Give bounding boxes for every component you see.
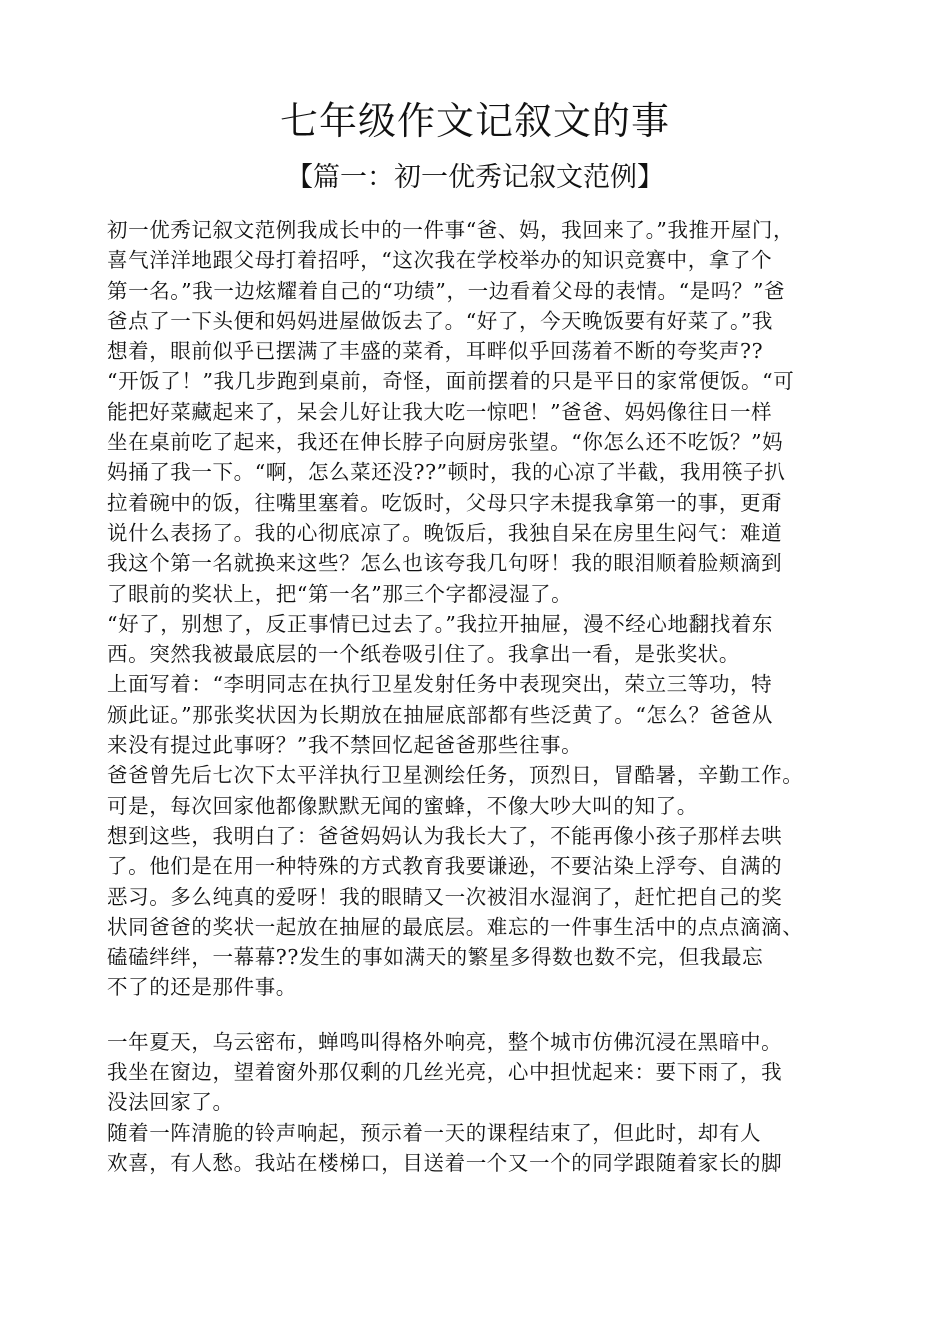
text-line: 状同爸爸的奖状一起放在抽屉的最底层。难忘的一件事生活中的点点滴滴、 [107,914,804,939]
text-line: 喜气洋洋地跟父母打着招呼，“这次我在学校举办的知识竞赛中，拿了个 [107,248,773,273]
text-line: 恶习。多么纯真的爱呀！我的眼睛又一次被泪水湿润了，赶忙把自己的奖 [107,884,783,909]
text-line: 爸点了一下头便和妈妈进屋做饭去了。“好了，今天晚饭要有好菜了。”我 [107,308,774,333]
text-line: 拉着碗中的饭，往嘴里塞着。吃饭时，父母只字未提我拿第一的事，更甭 [107,490,783,515]
text-line: 不了的还是那件事。 [107,975,297,1000]
text-line: 爸爸曾先后七次下太平洋执行卫星测绘任务，顶烈日，冒酷暑，辛勤工作。 [107,763,804,788]
text-line: 了眼前的奖状上，把“第一名”那三个字都浸湿了。 [107,581,573,606]
text-line: 没法回家了。 [107,1090,234,1115]
text-line: 第一名。”我一边炫耀着自己的“功绩”，一边看着父母的表情。“是吗？”爸 [107,278,786,303]
text-line: 一年夏天，乌云密布，蝉鸣叫得格外响亮，整个城市仿佛沉浸在黑暗中。 [107,1029,783,1054]
text-line: 西。突然我被最底层的一个纸卷吸引住了。我拿出一看，是张奖状。 [107,642,740,667]
text-line: 来没有提过此事呀？”我不禁回忆起爸爸那些往事。 [107,733,583,758]
text-line: 我这个第一名就换来这些？怎么也该夸我几句呀！我的眼泪顺着脸颊滴到 [107,551,783,576]
text-line: 了。他们是在用一种特殊的方式教育我要谦逊，不要沾染上浮夸、自满的 [107,854,783,879]
text-line: 初一优秀记叙文范例我成长中的一件事“爸、妈，我回来了。”我推开屋门， [107,218,795,242]
text-line: 欢喜，有人愁。我站在楼梯口，目送着一个又一个的同学跟随着家长的脚 [107,1150,783,1175]
text-line: 妈捅了我一下。“啊，怎么菜还没??”顿时，我的心凉了半截，我用筷子扒 [107,460,786,485]
text-line: 说什么表扬了。我的心彻底凉了。晚饭后，我独自呆在房里生闷气：难道 [107,520,783,545]
section-heading: 【篇一：初一优秀记叙文范例】 [286,162,664,193]
text-line: 想着，眼前似乎已摆满了丰盛的菜肴，耳畔似乎回荡着不断的夸奖声?? [107,339,764,364]
body-text [107,215,877,1178]
text-line: 磕磕绊绊，一幕幕??发生的事如满天的繁星多得数也数不完，但我最忘 [107,945,764,970]
text-line: “好了，别想了，反正事情已过去了。”我拉开抽屉，漫不经心地翻找着东 [107,611,774,636]
text-line: 我坐在窗边，望着窗外那仅剩的几丝光亮，心中担忧起来：要下雨了，我 [107,1060,783,1085]
text-line: 颁此证。”那张奖状因为长期放在抽屉底部都有些泛黄了。“怎么？爸爸从 [107,702,774,727]
text-line: 上面写着：“李明同志在执行卫星发射任务中表现突出，荣立三等功，特 [107,672,773,697]
text-line: 随着一阵清脆的铃声响起，预示着一天的课程结束了，但此时，却有人 [107,1120,762,1145]
text-line: “开饭了！”我几步跑到桌前，奇怪，面前摆着的只是平日的家常便饭。“可 [107,369,795,394]
text-line: 想到这些，我明白了：爸爸妈妈认为我长大了，不能再像小孩子那样去哄 [107,823,783,848]
paragraph-gap [107,1003,877,1027]
text-line: 坐在桌前吃了起来，我还在伸长脖子向厨房张望。“你怎么还不吃饭？”妈 [107,430,784,455]
text-line: 可是，每次回家他都像默默无闻的蜜蜂，不像大吵大叫的知了。 [107,793,698,818]
text-line: 能把好菜藏起来了，呆会儿好让我大吃一惊吧！”爸爸、妈妈像往日一样 [107,399,773,424]
document-title: 七年级作文记叙文的事 [279,99,670,143]
